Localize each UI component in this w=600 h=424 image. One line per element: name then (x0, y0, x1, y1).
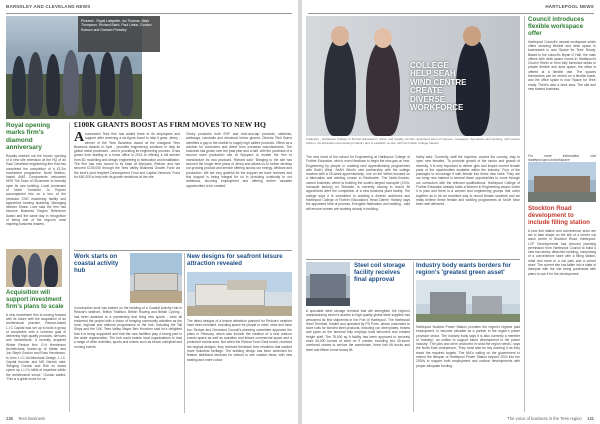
college-photo-caption: Cataracts - Hartlepool College of Further Education's Vision and Quality recruits, appointed team of trainees, managers, Operations and working, with Lauren Gibson, the Education and working Industry and to establish on-site, with the Dublin College trainers (306, 137, 520, 145)
college-col2: Haley said: 'Currently, staff the inspirers, around the country, may to open new females. 'To promote growth of the sector and growth of diversity, it is very important to deliver girls and inspire current female parts of the opportunities available within the industry.' Four of the packages to encourage it with female into these new roles. They are our bring new interest in several these opportunities to come through our curriculum with the relevant qualifications. Hartlepool College of Further Education already holds a Women in Engineering award, which it is past and there is a women and engineering groups that come together as to be an excellent way to recruit female students and we really believe these female and welding programmes at SeAH have been well delivered. (416, 155, 520, 207)
overlay-line-1: COLLEGE (410, 61, 449, 70)
sidebar1-body: Royalty marked out the former opening of a new site extension at the HQ of an East Cleveland engineering firm that has completed the completion of a £2.2m investment programme. North Skelton-based AMS Components welcomed HRH The Duke of Gloucester to formally open its new building. Local Lieutenant of North Yorkshire Jo Ropner accompanied him on a tour of the precision CNC machining facility and apprentice training academy. Managing director Shaun Love said the firm has become Business Region Reference Award and the same day in recognition of being one of the region's most inspiring business leaders. (6, 153, 66, 227)
column-divider (184, 253, 185, 413)
overlay-line-5: DIVERSE (410, 94, 446, 104)
photo-caption-box (78, 16, 160, 52)
sidebar-column (6, 122, 66, 415)
activity-hub-photo (130, 253, 182, 303)
stockton-photo (528, 162, 596, 202)
council-body: Hartlepool Council's newest workspace which offers stunning flexible and desk space to businesses is now 'Space for Tees' Ready. Based in the council's Bryan G Hall, the main offices with desk space rooms in Hartlepool's Church Street or from fully furnished desks to private flexible and desk space, the office is offered at a flexible rate. The spaces themselves can be rented on a flexible basis, and the office space is now 'Space for Tees' ready. There's also a desk area. The site and new shared business. (528, 39, 596, 91)
steel-terminal-photo (306, 262, 350, 306)
overlay-line-3: WIND CENTRE (410, 77, 467, 87)
running-head-right: HARTLEPOOL NEWS (545, 4, 594, 9)
design-body: The latest designs of a leisure attraction planned for Redcar's seafront have been revealed, including space for people to meet, relax and have fun. Redcar and Cleveland Council's planning committee approved the plans in February, which also include the creation of a new outdoor events space as well as coastline and leisure commercial space and a protected events area. But when the Redcar Town Deal board, received the original designs, they received feedback from residents that wanted more industrial heritage. The building design has been amended for feature additional windows for visitors to see coastal views, with new seating and more colour. (187, 319, 292, 362)
council-sidebar (528, 16, 596, 162)
photo-headline-overlay (410, 62, 476, 112)
power-station-photo (416, 280, 520, 322)
section-rule (74, 250, 292, 251)
main-col1-text: successful Tees firm has added three to its employees and support after receiving a six-figure boost to help it grow. Jenny - winner of the Tees Business award at the Inaugural Tees Business Awards in April - provides engineering solutions to help its global metal processes - and in providing its engineering process. It has grown from starting in a home office in 2016 to offering a full service from 3D modelling and design engineering to fabrication and installation. The firm has now moved to its base at Wynyard, Redcar, and has secured £100,000 through the Tees Valley Business Growth Fund via the fund's joint recipient Development Fund and Capital Ventures' Fund for £60,000 to help with its growth ambitions at the site. (74, 132, 180, 179)
right-page-number: 131 (587, 416, 594, 421)
sidebar1-headline: Royal opening marks firm's diamond anniversary (6, 122, 51, 152)
main-col1 (74, 132, 180, 248)
work-starts-body: Construction work has started on the building of a Coastal Activity Hub in Redcar's seafront. British Triathlon, British Rowing and British Cycling - has been awarded to a partnership that bring new sports - have all endorsed the project with a vision of bringing community activities as the local, regional and national programmes to the hub, including the Tall Ships and the 10K. Tees Valley Mayor Ben Houchen said he's delighted that it is being supported and that the new facilities play a strong part in the wider regeneration. The hub could enable local organisations to host a range of other activities, sports and events such as beach volleyball and running events. (74, 306, 182, 349)
steel-body: A specialist steel storage terminal that will strengthen the region's manufacturing sector's access to high-quality global steel supplies has welcomed its first shipments in the Port of Hartlepool. The Hartlepool Steel Terminal, funded and operated by PD Ports, allows customers to store coils for bonded steel products, including car, steel plates, beams and pipes as the terminal fully employs local labourers and created freight staff. The 75,000 sq ft facility has been approved to securely store 45,000 tonnes of steel on 9 cranes, including two 40-tonne overhead cranes to service the warehouse, three fork lift trucks and steel and fifteen tonne heavy lift. (306, 309, 410, 352)
right-folio (507, 416, 594, 421)
drop-cap: A (74, 132, 85, 145)
sidebar2-headline: Acquisition will support investment firm's plans to scale (6, 289, 64, 310)
header-rule (6, 13, 292, 14)
college-col1: The new head of the school for Engineering at Hartlepool College of Further Education, which, even Newtown to begin the new gas on new. Engineering by people or creating new apprenticeship programmes with SeAH Wind. SeAH Wind's new partnership with the college reaches with a 25-week apprenticeship, one on the Welsh focused on a fabrication and welding course in Redeswire. The North-Korean-owned business, which is building the world's largest monopile (XXXL monopile factory) on Teesside, is currently looking to recruit 36 apprentices after the completion of a new business plant facility. The college says it is committed to creating a diverse workforce and Hartlepool College of Further Education's Head Darren Hankey says the appointed heat of process, Energetic fabrication and welding - said will ensure women are working closely in building. (306, 155, 410, 211)
stockton-headline: Stockton Road development to include filling station (528, 205, 590, 227)
industry-body: Hartlepool Nuclear Power Station provides the region's highest paid employment, to become valuable as a partner in the region's power provision sector. The industry body says it is also currently a member of 'Industry', an outline to support future development to the power industry. 'The jobs and we're anchored in what the region needs,' says the North East chairperson. 'They must also be key working' it as they reach the required targets. The NIA's calling on the government to extend the lifespan of Hartlepool Power Station beyond 2024 into the 2030s to support both employment and nuclear developments with proper adequate funding. (416, 325, 520, 368)
left-page-number: 136 (6, 416, 13, 421)
college-photo (306, 16, 520, 136)
right-footer-text: The voice of business in the Tees region (507, 416, 582, 421)
main-headline: £100K GRANTS BOOST AS FIRM MOVES TO NEW HQ (74, 120, 266, 129)
council-note: For more information visit hartlepool.gov.uk/workspace (528, 153, 596, 162)
left-folio (6, 416, 45, 421)
left-section-name: Tees Business (18, 416, 46, 421)
design-headline: New designs for seafront leisure attraction revealed (187, 253, 283, 268)
right-page (302, 0, 600, 424)
overlay-line-6: WORKFORCE (410, 103, 464, 113)
main-col2: Clerky produces both EDF and shut-and-lap products, stainless, walkways, handrails and structural below ground. Director Rich Burns identified a gap in the market to supply high calibre products. Offers as a solution for customers and direct from overseas manufacturers. The business has grown over the past year and a half, with the purchase of a second used production site at Wynyard to enable the firm to manufacture its own products. Richard said: 'Bringing to the site has secured the longer term plans of Jenny and allows us to further develop our growing product and service offering across our energy, offshore and production. We are very grateful for the support we have received and this support is being integral for us in providing continuity to our ambitious, securing employment and offering further valuable opportunities to be created.' (186, 132, 292, 188)
left-page (0, 0, 298, 424)
sidebar2-body: A new investment firm is moving forward with its future with the acquisition of an architectural practice. Redcar-based L.I.C Capital was set up to build a group of companies with a common goal of delivering high quality products, services and investments. It recently acquired Winter Redcar firm, G.H Henderson Architectural, leader-up of Stefan and Jon Steph Gordon and Ross Henderson, to form L.I.C Architectural Design. L.I.C. Capital founder and MD Neresh said: 'Bringing Gordon and Rob on board opens up L.I.C's skills of expertise within the architectural sector.' Gordon added: 'This is a great move for us.' (6, 312, 66, 382)
stockton-body: A new fuel station and convenience store are set to take shape on the site of a former car wash centre in Stockton Road, Hartlepool. LCP Developments has secured planning permission from Hartlepool Council to build a new two-storey detached building, comprising of a convenience store with a filling station, retail and more in a car park and a corner store. The current site has fallen into a state of disrepair with the site being purchased with plans to use it for the development. (528, 228, 596, 276)
acquisition-photo (6, 249, 62, 287)
council-headline: Council introduces flexible workspace offer (528, 16, 585, 38)
leisure-render-photo (187, 272, 292, 316)
stockton-sidebar (528, 205, 596, 369)
steel-divider (413, 262, 414, 412)
caption-text: Pictured - Royal Lafayette, Ian Thomas, Mark Thompson, Richard Baird, Paul Linton, Gordon Robson and Graham Pressley (81, 19, 152, 32)
industry-headline: Industry body wants borders for region's 'greatest green asset' (416, 262, 511, 277)
steel-headline: Steel coil storage facility receives final approval (354, 262, 406, 284)
sidebar-divider (69, 122, 70, 412)
overlay-line-2: HELP SEAH (410, 69, 456, 79)
running-head-left: BARNSLEY AND CLEVELAND NEWS (6, 4, 91, 9)
right-sidebar-divider (524, 16, 525, 412)
right-section-rule (306, 259, 520, 260)
header-rule-right (308, 13, 594, 14)
work-starts-article (74, 253, 128, 278)
overlay-line-4: CREATE (410, 86, 443, 96)
work-starts-headline: Work starts on coastal activity hub (74, 253, 119, 275)
